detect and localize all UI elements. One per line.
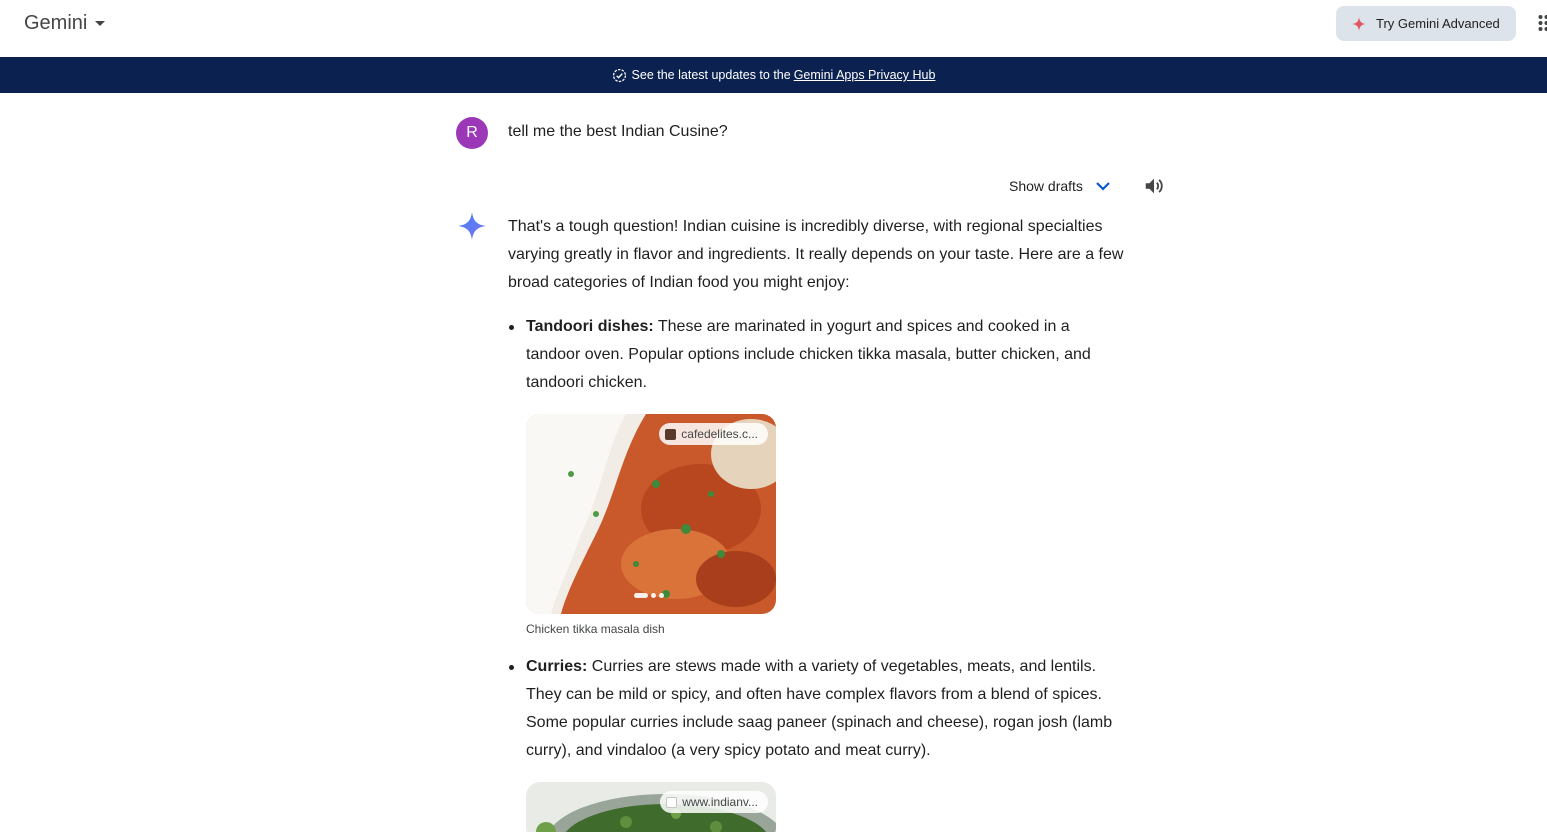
bullet-dot	[509, 325, 514, 330]
privacy-banner	[0, 57, 1547, 93]
privacy-icon	[612, 68, 627, 83]
speaker-icon[interactable]	[1143, 175, 1165, 197]
caret-down-icon	[95, 21, 105, 26]
top-bar	[0, 0, 1547, 57]
image-source-chip[interactable]	[660, 791, 768, 813]
chevron-down-icon	[1095, 181, 1111, 191]
image-caption: Chicken tikka masala dish	[526, 622, 665, 636]
food-image-card[interactable]	[526, 414, 776, 614]
list-item-title: Tandoori dishes:	[526, 318, 654, 335]
list-item-title: Curries:	[526, 658, 588, 675]
list-item	[508, 653, 1128, 765]
favicon-icon	[666, 797, 677, 808]
app-switcher[interactable]	[24, 10, 105, 36]
list-item	[508, 313, 1128, 397]
apps-grid-icon[interactable]	[1538, 14, 1547, 32]
carousel-dots[interactable]	[634, 593, 667, 598]
image-source-chip[interactable]	[659, 423, 768, 445]
try-gemini-advanced-label: Try Gemini Advanced	[1376, 16, 1500, 31]
show-drafts-button[interactable]	[1009, 174, 1111, 198]
try-gemini-advanced-button[interactable]	[1336, 6, 1516, 41]
image-source-label: www.indianv...	[682, 795, 758, 809]
show-drafts-label: Show drafts	[1009, 178, 1083, 194]
app-title: Gemini	[24, 11, 88, 34]
user-query: tell me the best Indian Cusine?	[508, 123, 728, 140]
privacy-hub-link[interactable]: Gemini Apps Privacy Hub	[793, 68, 936, 82]
favicon-icon	[665, 429, 676, 440]
banner-text: See the latest updates to the	[631, 68, 791, 82]
sparkle-icon	[1352, 17, 1366, 31]
list-item-text: These are marinated in yogurt and spices and cooked in a tandoor oven. Popular options include chicken tikka masala, butter chicken, and tandoori chicken.	[526, 318, 1091, 391]
food-image-card[interactable]	[526, 782, 776, 832]
list-item-text: Curries are stews made with a variety of vegetables, meats, and lentils. They can be mild or spicy, and often have complex flavors from a blend of spices. Some popular curries include saag paneer (spinach and cheese), rogan josh (lamb curry), and vindaloo (a very spicy potato and meat curry).	[526, 658, 1113, 759]
image-source-label: cafedelites.c...	[681, 427, 758, 441]
bullet-dot	[509, 665, 514, 670]
response-intro: That's a tough question! Indian cuisine is incredibly diverse, with regional specialties varying greatly in flavor and ingredients. It really depends on your taste. Here are a few broad categories of Indian food you might enjoy:	[508, 218, 1124, 291]
gemini-sparkle-icon	[458, 212, 486, 240]
user-avatar: R	[456, 117, 488, 149]
